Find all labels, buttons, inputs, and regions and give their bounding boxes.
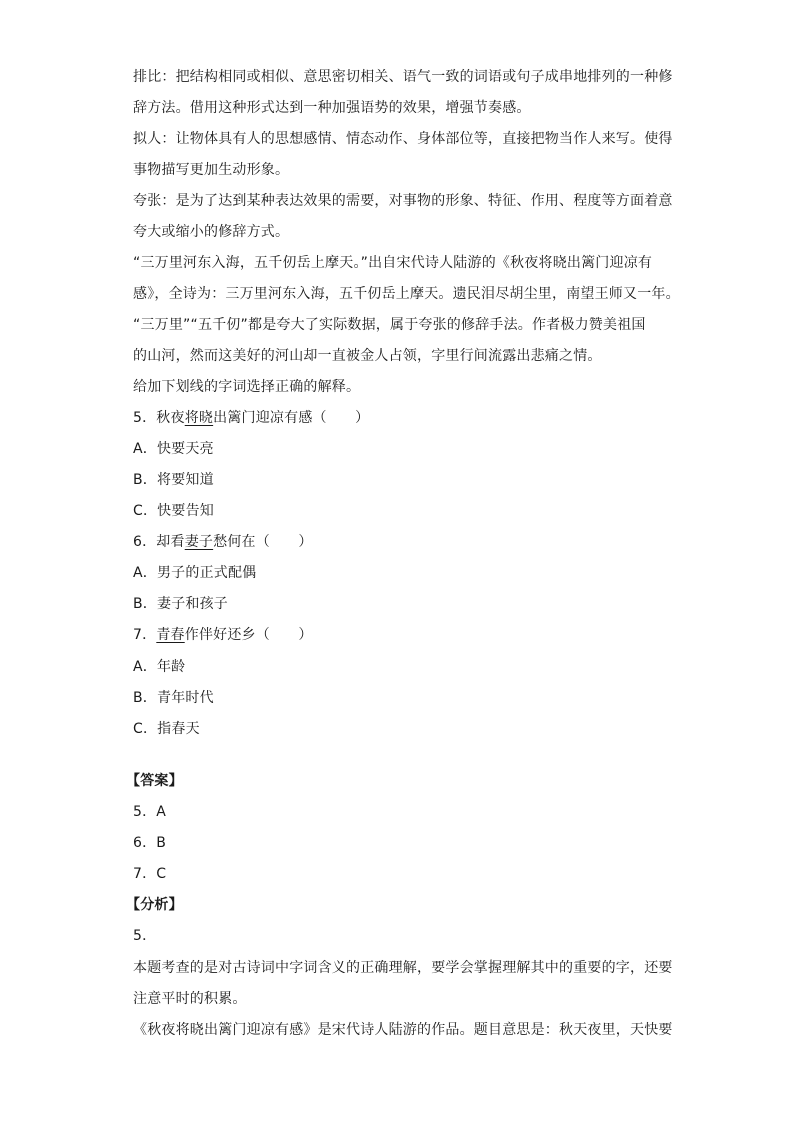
explanation-number: 5． <box>133 928 157 944</box>
answer-item-5: 5．A <box>133 804 167 820</box>
paragraph-analysis-line-3: “三万里”“五千仞”都是夸大了实际数据，属于夸张的修辞手法。作者极力赞美祖国 <box>133 317 646 333</box>
question-5-option-b: B．将要知道 <box>133 472 214 488</box>
question-6-option-a: A．男子的正式配偶 <box>133 565 257 581</box>
paragraph-kuazhang-line-1: 夸张：是为了达到某种表达效果的需要，对事物的形象、特征、作用、程度等方面着意 <box>133 193 673 209</box>
question-6 <box>133 532 313 552</box>
question-7 <box>133 625 313 645</box>
question-5-option-c: C．快要告知 <box>133 503 214 519</box>
explanation-line-1: 本题考查的是对古诗词中字词含义的正确理解，要学会掌握理解其中的重要的字，还要 <box>133 960 673 976</box>
explanation-line-3: 《秋夜将晓出篱门迎凉有感》是宋代诗人陆游的作品。题目意思是：秋天夜里，天快要 <box>133 1022 673 1038</box>
paragraph-analysis-line-4: 的山河，然而这美好的河山却一直被金人占领，字里行间流露出悲痛之情。 <box>133 348 602 364</box>
question-5-prefix: 5．秋夜 <box>133 410 185 426</box>
question-7-suffix: 作伴好还乡（ ） <box>184 627 313 643</box>
answer-item-6: 6．B <box>133 835 167 851</box>
question-6-prefix: 6．却看 <box>133 534 185 550</box>
paragraph-kuazhang-line-2: 夸大或缩小的修辞方式。 <box>133 224 290 240</box>
explanation-heading: 【分析】 <box>126 897 183 913</box>
paragraph-analysis-line-2: 感》，全诗为：三万里河东入海，五千仞岳上摩天。遗民泪尽胡尘里，南望王师又一年。 <box>133 286 680 302</box>
question-6-underlined: 妻子 <box>184 534 214 550</box>
answer-item-7: 7．C <box>133 866 167 882</box>
paragraph-niren-line-1: 拟人：让物体具有人的思想感情、情态动作、身体部位等，直接把物当作人来写。使得 <box>133 131 673 147</box>
question-5-option-a: A．快要天亮 <box>133 441 214 457</box>
paragraph-niren-line-2: 事物描写更加生动形象。 <box>133 162 290 178</box>
explanation-line-2: 注意平时的积累。 <box>133 991 247 1007</box>
question-5-suffix: 出篱门迎凉有感（ ） <box>213 410 370 426</box>
instruction-text: 给加下划线的字词选择正确的解释。 <box>133 379 361 395</box>
question-7-prefix: 7． <box>133 627 157 643</box>
answer-heading: 【答案】 <box>126 773 183 789</box>
question-7-underlined: 青春 <box>156 627 185 643</box>
paragraph-paibi-line-2: 辞方法。借用这种形式达到一种加强语势的效果，增强节奏感。 <box>133 100 531 116</box>
question-5-underlined: 将晓 <box>184 410 214 426</box>
question-6-suffix: 愁何在（ ） <box>213 534 313 550</box>
question-6-option-b: B．妻子和孩子 <box>133 596 229 612</box>
question-7-option-c: C．指春天 <box>133 721 200 737</box>
question-7-option-a: A．年龄 <box>133 659 186 675</box>
question-7-option-b: B．青年时代 <box>133 690 214 706</box>
paragraph-analysis-line-1: “三万里河东入海，五千仞岳上摩天。”出自宋代诗人陆游的《秋夜将晓出篱门迎凉有 <box>133 255 653 271</box>
question-5 <box>133 408 369 428</box>
paragraph-paibi-line-1: 排比：把结构相同或相似、意思密切相关、语气一致的词语或句子成串地排列的一种修 <box>133 69 673 85</box>
